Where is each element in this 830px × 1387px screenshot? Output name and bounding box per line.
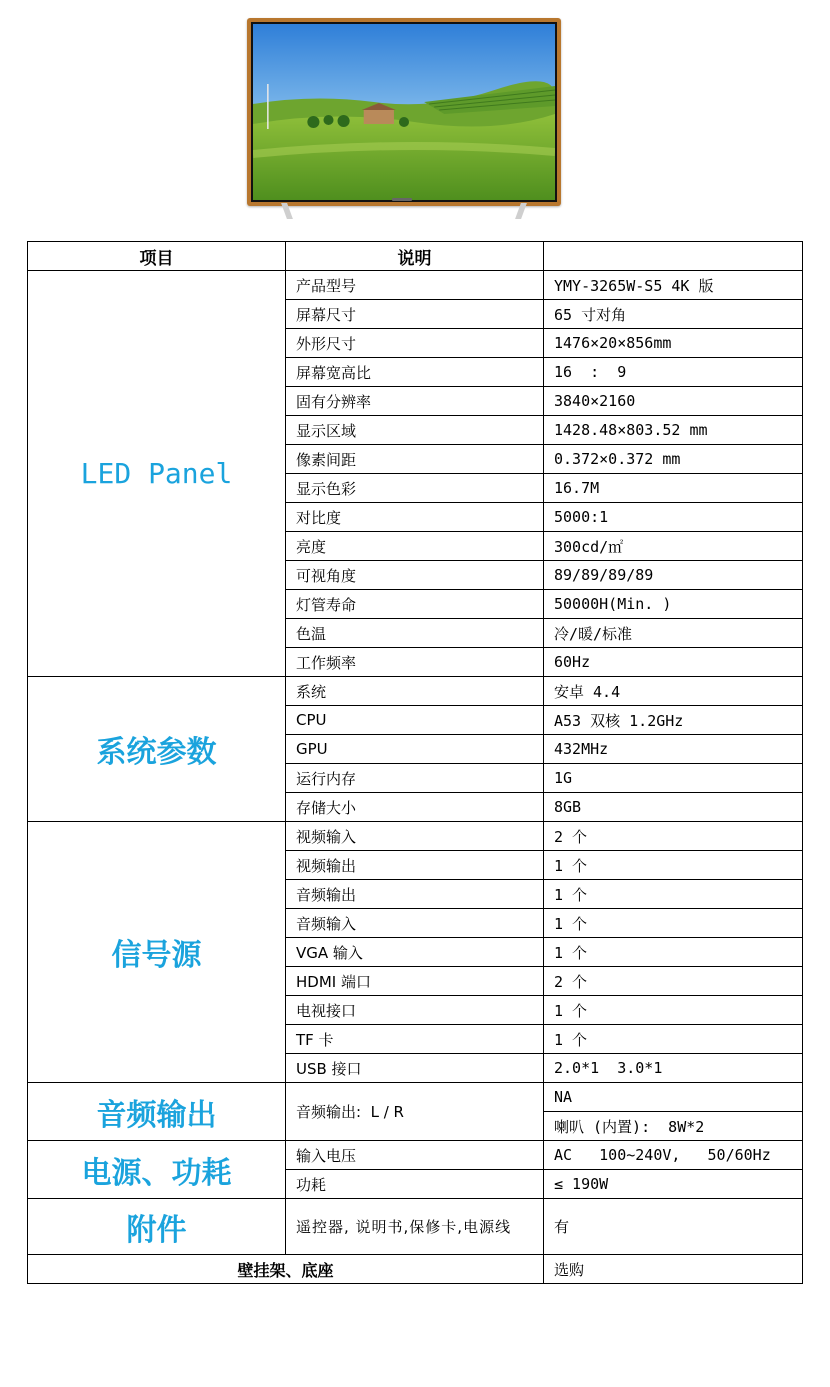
spec-label: 屏幕宽高比: [286, 358, 544, 387]
table-row: [28, 271, 803, 300]
spec-value: 1 个: [544, 909, 803, 938]
spec-label: 运行内存: [286, 764, 544, 793]
spec-label: 色温: [286, 619, 544, 648]
spec-value: 16.7M: [544, 474, 803, 503]
table-row: [28, 1199, 803, 1255]
spec-label: 灯管寿命: [286, 590, 544, 619]
spec-value: ≤ 190W: [544, 1170, 803, 1199]
spec-label: 功耗: [286, 1170, 544, 1199]
spec-value: 50000H(Min. ): [544, 590, 803, 619]
spec-value: AC 100~240V, 50/60Hz: [544, 1141, 803, 1170]
spec-label: 显示区域: [286, 416, 544, 445]
spec-label: 音频输出: L / R: [286, 1083, 544, 1141]
spec-label: 视频输入: [286, 822, 544, 851]
header-item: 项目: [28, 242, 286, 271]
spec-label: 屏幕尺寸: [286, 300, 544, 329]
category-system: 系统参数: [28, 677, 286, 822]
spec-value: 65 寸对角: [544, 300, 803, 329]
spec-value: 1 个: [544, 938, 803, 967]
tv-product-image: [247, 18, 561, 206]
spec-value: 1476×20×856mm: [544, 329, 803, 358]
spec-value: 1G: [544, 764, 803, 793]
spec-value: 5000:1: [544, 503, 803, 532]
spec-value: 60Hz: [544, 648, 803, 677]
category-power: 电源、功耗: [28, 1141, 286, 1199]
spec-value: 300cd/㎡: [544, 532, 803, 561]
spec-value: 1 个: [544, 1025, 803, 1054]
spec-value: 8GB: [544, 793, 803, 822]
tv-screen-landscape: [253, 24, 555, 200]
spec-label: 工作频率: [286, 648, 544, 677]
spec-value: NA: [544, 1083, 803, 1112]
category-accessories: 附件: [28, 1199, 286, 1255]
spec-value: 432MHz: [544, 735, 803, 764]
spec-label: 音频输出: [286, 880, 544, 909]
spec-value: 喇叭 (内置): 8W*2: [544, 1112, 803, 1141]
table-row: [28, 1141, 803, 1170]
spec-label: CPU: [286, 706, 544, 735]
header-value: [544, 242, 803, 271]
spec-label: 亮度: [286, 532, 544, 561]
spec-label: 存储大小: [286, 793, 544, 822]
spec-value: 3840×2160: [544, 387, 803, 416]
spec-label: 对比度: [286, 503, 544, 532]
spec-label: 音频输入: [286, 909, 544, 938]
spec-value: A53 双核 1.2GHz: [544, 706, 803, 735]
table-row: [28, 1083, 803, 1112]
spec-value: 16 : 9: [544, 358, 803, 387]
spec-label: 像素间距: [286, 445, 544, 474]
spec-label: GPU: [286, 735, 544, 764]
spec-value: 1 个: [544, 996, 803, 1025]
category-signal-source: 信号源: [28, 822, 286, 1083]
spec-label: 显示色彩: [286, 474, 544, 503]
category-audio-output: 音频输出: [28, 1083, 286, 1141]
spec-value: 冷/暖/标准: [544, 619, 803, 648]
spec-label: HDMI 端口: [286, 967, 544, 996]
spec-value: 1428.48×803.52 mm: [544, 416, 803, 445]
spec-value: 安卓 4.4: [544, 677, 803, 706]
spec-label: 遥控器, 说明书,保修卡,电源线: [286, 1199, 544, 1255]
table-footer-row: [28, 1255, 803, 1284]
spec-label: 视频输出: [286, 851, 544, 880]
spec-label: 系统: [286, 677, 544, 706]
spec-value: 2 个: [544, 967, 803, 996]
spec-value: 89/89/89/89: [544, 561, 803, 590]
spec-table: [27, 241, 803, 1284]
spec-label: 输入电压: [286, 1141, 544, 1170]
spec-label: USB 接口: [286, 1054, 544, 1083]
spec-label: 电视接口: [286, 996, 544, 1025]
spec-value: 有: [544, 1199, 803, 1255]
spec-value: 1 个: [544, 880, 803, 909]
category-led-panel: LED Panel: [28, 271, 286, 677]
spec-label: VGA 输入: [286, 938, 544, 967]
spec-label: 固有分辨率: [286, 387, 544, 416]
tv-brand-logo: [392, 198, 412, 201]
spec-value: 2 个: [544, 822, 803, 851]
spec-value: YMY-3265W-S5 4K 版: [544, 271, 803, 300]
spec-label: 产品型号: [286, 271, 544, 300]
footer-value: 选购: [544, 1255, 803, 1284]
spec-value: 2.0*1 3.0*1: [544, 1054, 803, 1083]
table-header-row: [28, 242, 803, 271]
table-row: [28, 677, 803, 706]
spec-label: TF 卡: [286, 1025, 544, 1054]
spec-value: 1 个: [544, 851, 803, 880]
table-row: [28, 822, 803, 851]
spec-label: 可视角度: [286, 561, 544, 590]
spec-value: 0.372×0.372 mm: [544, 445, 803, 474]
header-desc: 说明: [286, 242, 544, 271]
footer-label: 壁挂架、底座: [28, 1255, 544, 1284]
spec-label: 外形尺寸: [286, 329, 544, 358]
